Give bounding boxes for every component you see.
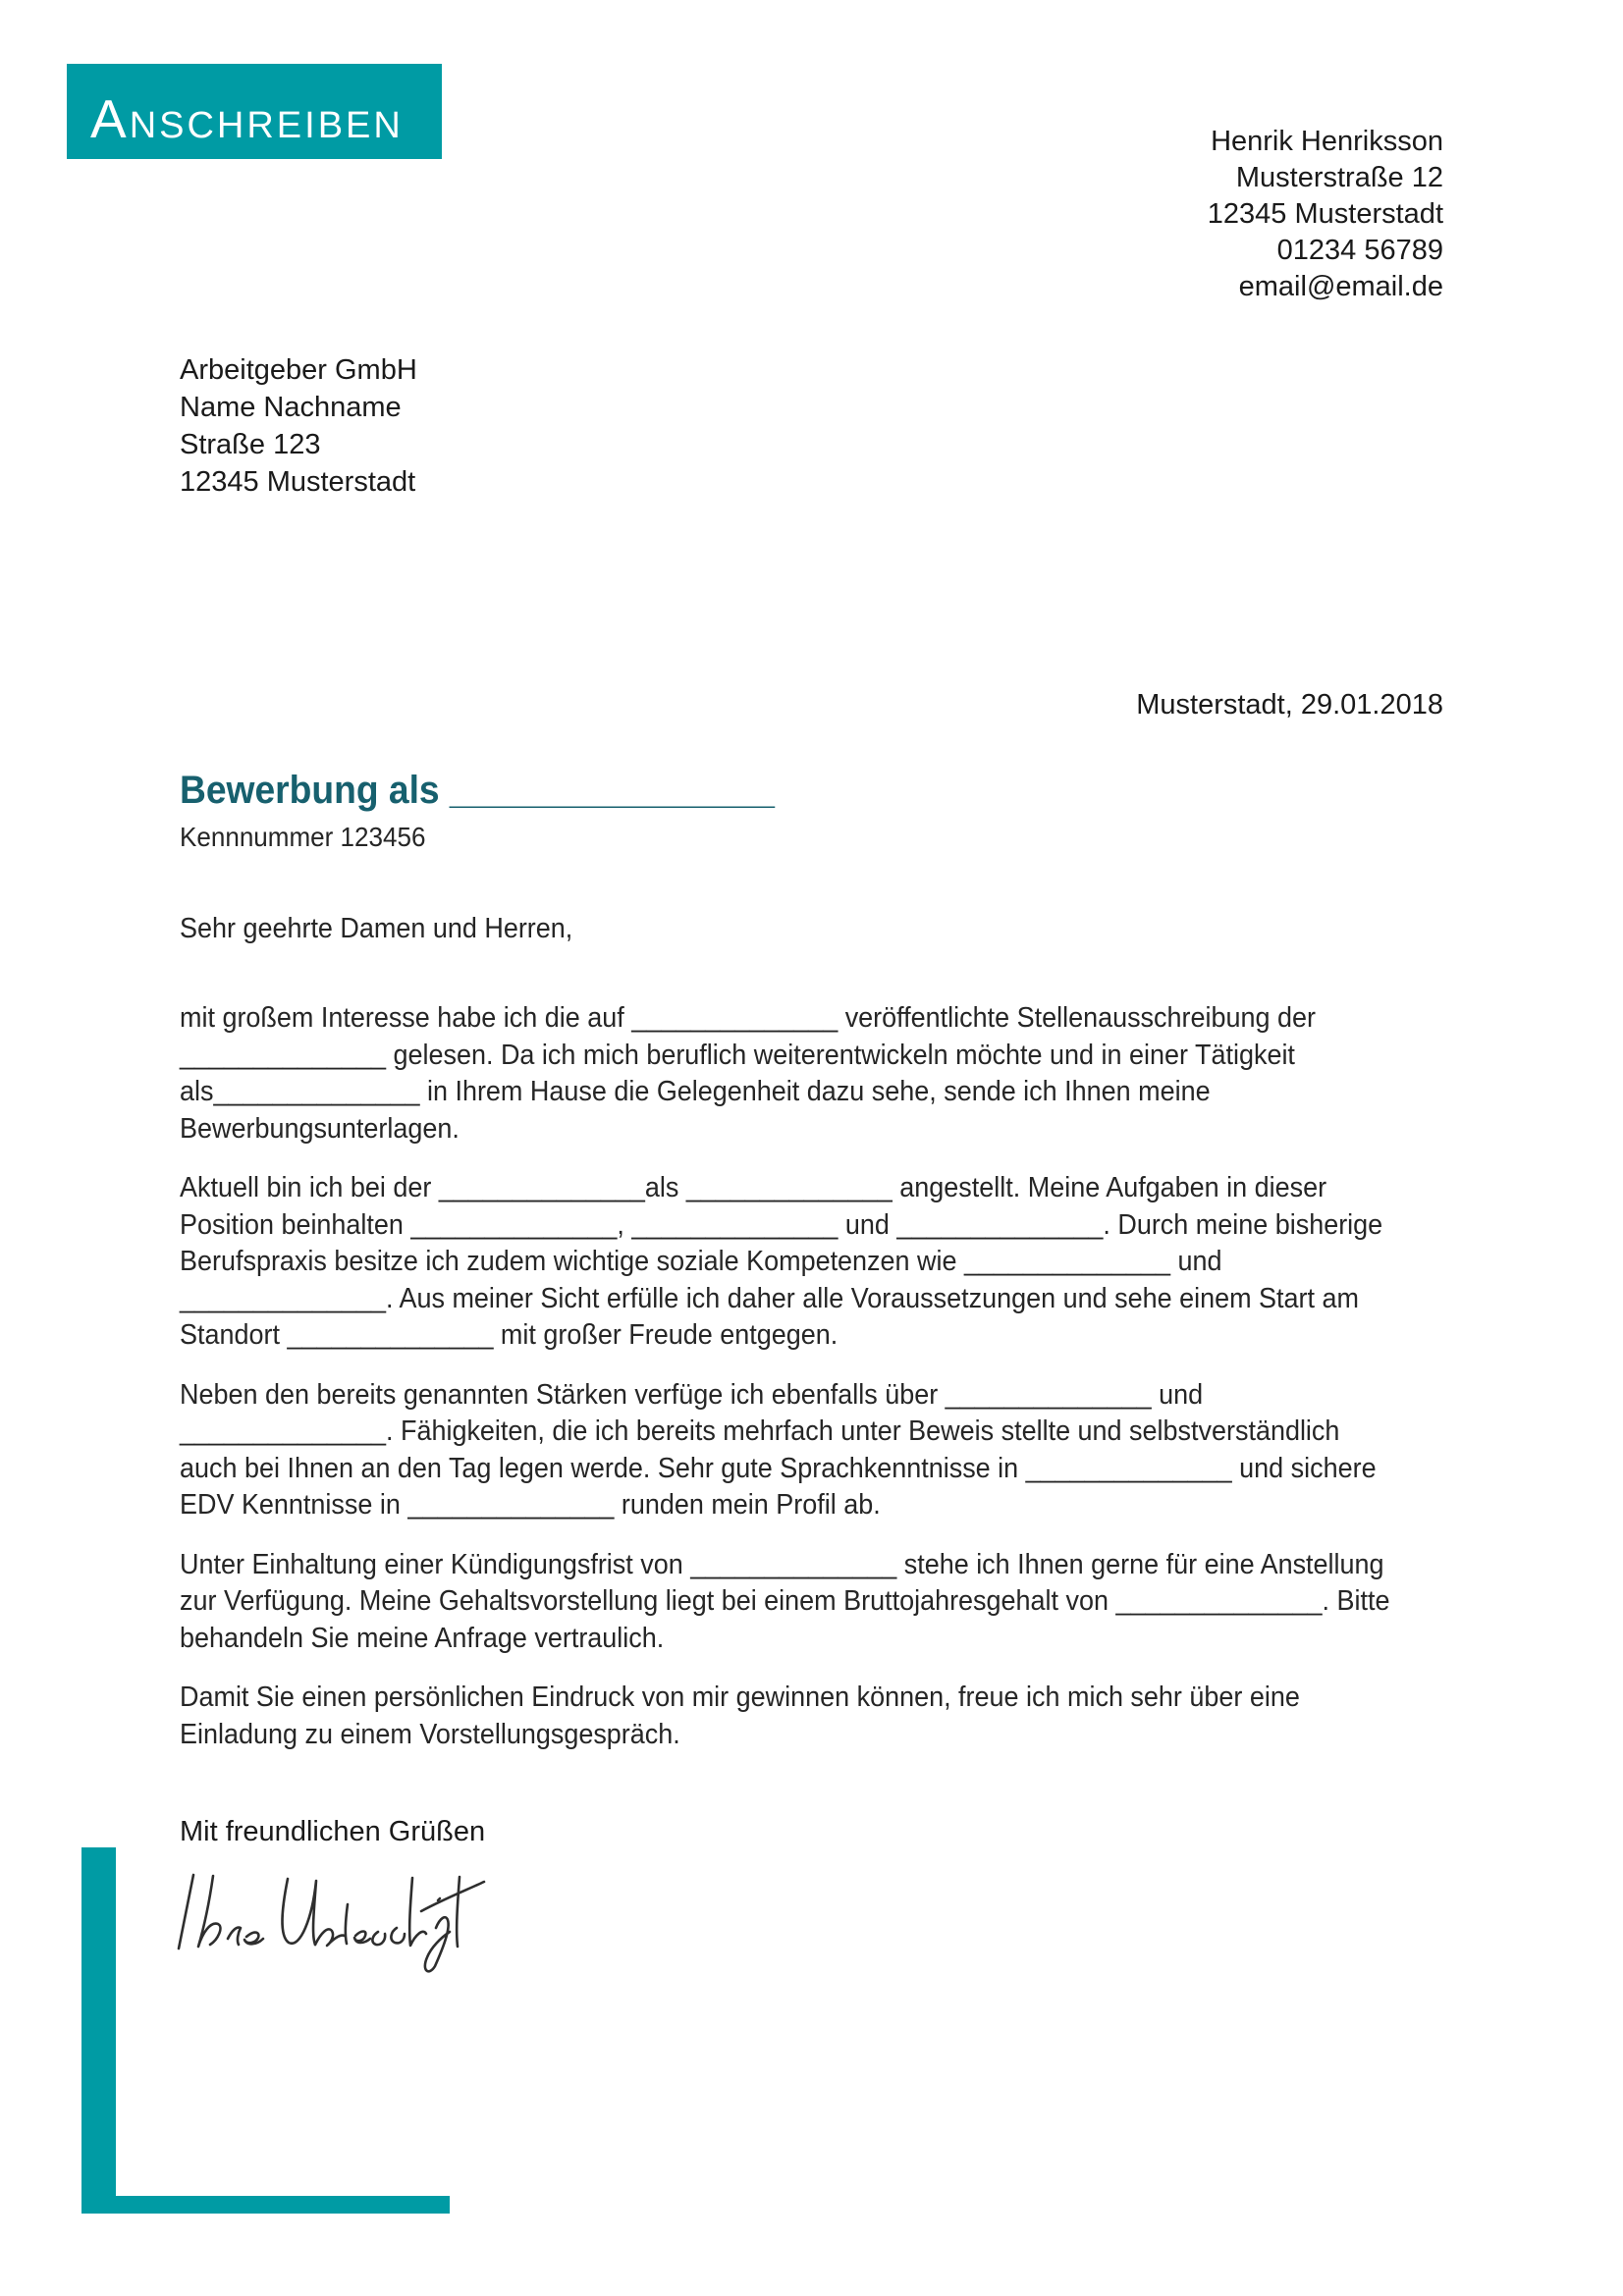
corner-accent-bar-vertical bbox=[81, 1847, 116, 2214]
paragraph-current-position: Aktuell bin ich bei der ______________als ______________ angestellt. Meine Aufgaben in dieser Position beinhalten ______________, ______________ und ______________. Durch meine bisherige Berufspraxis besitze ich zudem wichtige soziale Kompetenzen wie ______________ und ______________. Aus meiner Sicht erfülle ich daher alle Voraussetzungen und sehe einem Start am Standort ______________ mit großer Freude entgegen. bbox=[180, 1172, 1383, 1351]
subject-line: Bewerbung als ________________ bbox=[180, 769, 775, 812]
recipient-street: Straße 123 bbox=[180, 429, 321, 460]
recipient-city: 12345 Musterstadt bbox=[180, 466, 416, 498]
recipient-contact: Name Nachname bbox=[180, 392, 402, 423]
date-line: Musterstadt, 29.01.2018 bbox=[1136, 689, 1443, 721]
page-title-initial: A bbox=[90, 88, 130, 149]
corner-accent-bar-horizontal bbox=[81, 2196, 450, 2214]
recipient-address bbox=[180, 351, 417, 501]
reference-number: Kennnummer 123456 bbox=[180, 822, 426, 852]
sender-email: email@email.de bbox=[1238, 271, 1443, 302]
page-title-rest: NSCHREIBEN bbox=[129, 105, 404, 146]
header-banner bbox=[67, 64, 442, 159]
sender-city: 12345 Musterstadt bbox=[1207, 198, 1443, 230]
paragraph-notice-period: Unter Einhaltung einer Kündigungsfrist von ______________ stehe ich Ihnen gerne für eine Anstellung zur Verfügung. Meine Gehaltsvorstellung liegt bei einem Bruttojahresgehalt von ______________. Bitte behandeln Sie meine Anfrage vertraulich. bbox=[180, 1548, 1390, 1654]
page-title bbox=[90, 88, 404, 149]
sender-name: Henrik Henriksson bbox=[1211, 126, 1443, 157]
recipient-company: Arbeitgeber GmbH bbox=[180, 354, 417, 386]
sender-address bbox=[1208, 124, 1443, 305]
closing-phrase: Mit freundlichen Grüßen bbox=[180, 1816, 486, 1847]
paragraph-strengths: Neben den bereits genannten Stärken verfüge ich ebenfalls über ______________ und ______________. Fähigkeiten, die ich bereits mehrfach unter Beweis stellte und selbstverständlich auch bei Ihnen an den Tag legen werde. Sehr gute Sprachkenntnisse in ______________ und sichere EDV Kenntnisse in ______________ runden mein Profil ab. bbox=[180, 1378, 1377, 1521]
sender-phone: 01234 56789 bbox=[1276, 235, 1443, 266]
sender-street: Musterstraße 12 bbox=[1235, 162, 1443, 193]
handwritten-signature bbox=[167, 1849, 491, 1997]
letter-body bbox=[180, 767, 1399, 1776]
paragraph-introduction: mit großem Interesse habe ich die auf ______________ veröffentlichte Stellenausschreibung der ______________ gelesen. Da ich mich beruflich weiterentwickeln möchte und in einer Tätigkeit als______________ in Ihrem Hause die Gelegenheit dazu sehe, sende ich Ihnen meine Bewerbungsunterlagen. bbox=[180, 1002, 1316, 1145]
paragraph-interview-request: Damit Sie einen persönlichen Eindruck von mir gewinnen können, freue ich mich sehr über eine Einladung zu einem Vorstellungsgespräch. bbox=[180, 1682, 1300, 1750]
salutation: Sehr geehrte Damen und Herren, bbox=[180, 913, 573, 944]
